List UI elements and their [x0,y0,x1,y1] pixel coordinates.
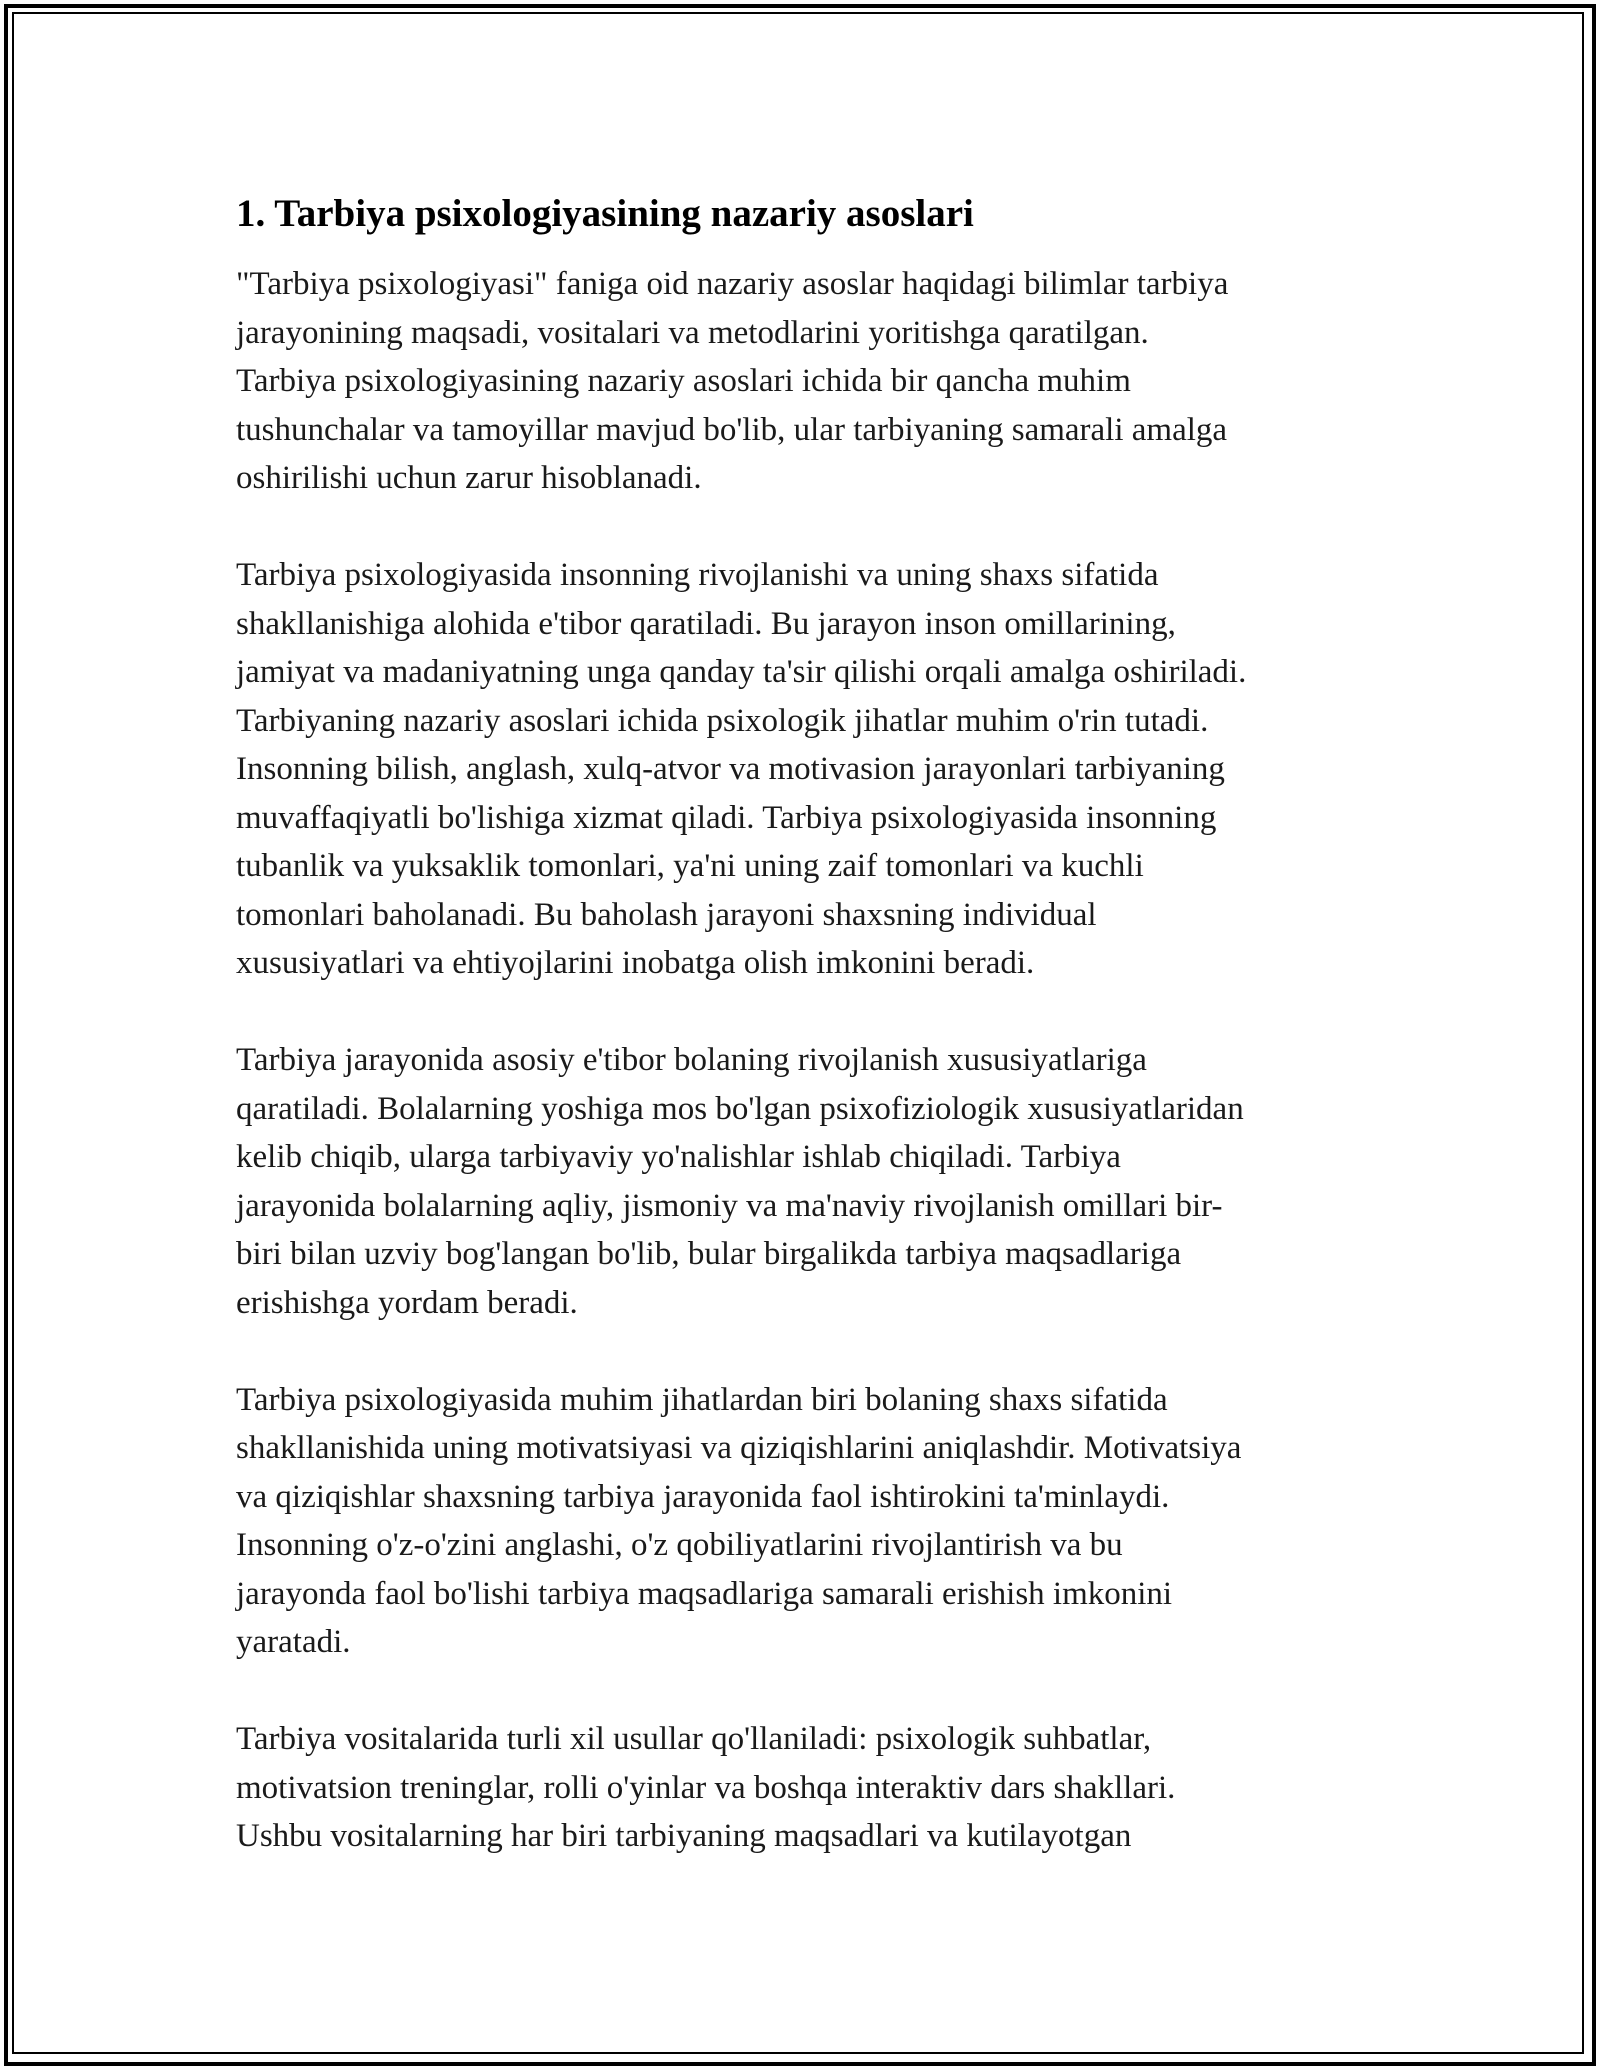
text-line: muvaffaqiyatli bo'lishiga xizmat qiladi. Tarbiya psixologiyasida insonning [236,799,1217,836]
text-line: jarayonining maqsadi, vositalari va metodlarini yoritishga qaratilgan. [236,314,1149,351]
text-line: tushunchalar va tamoyillar mavjud bo'lib, ular tarbiyaning samarali amalga [236,411,1228,448]
text-line: Insonning o'z-o'zini anglashi, o'z qobiliyatlarini rivojlantirish va bu [236,1527,1123,1563]
text-line: erishishga yordam beradi. [236,1284,578,1321]
text-line: Tarbiya psixologiyasining nazariy asoslari ichida bir qancha muhim [236,363,1131,399]
text-line: Insonning bilish, anglash, xulq-atvor va motivasion jarayonlari tarbiyaning [236,751,1225,787]
text-line: motivatsion treninglar, rolli o'yinlar va boshqa interaktiv dars shakllari. [236,1769,1176,1806]
text-line: yaratadi. [236,1624,351,1660]
paragraph [236,1036,1366,1327]
text-line: tubanlik va yuksaklik tomonlari, ya'ni uning zaif tomonlari va kuchli [236,848,1144,884]
text-line: xususiyatlari va ehtiyojlarini inobatga olish imkonini beradi. [236,945,1035,981]
text-line: shakllanishiga alohida e'tibor qaratiladi. Bu jarayon inson omillarining, [236,605,1176,642]
text-line: Tarbiya jarayonida asosiy e'tibor bolaning rivojlanish xususiyatlariga [236,1042,1147,1078]
text-line: jarayonida bolalarning aqliy, jismoniy va ma'naviy rivojlanish omillari bir- [236,1187,1223,1224]
paragraph [236,551,1366,988]
text-line: qaratiladi. Bolalarning yoshiga mos bo'lgan psixofiziologik xususiyatlaridan [236,1090,1244,1127]
text-line: Ushbu vositalarning har biri tarbiyaning maqsadlari va kutilayotgan [236,1818,1132,1854]
text-line: Tarbiyaning nazariy asoslari ichida psixologik jihatlar muhim o'rin tutadi. [236,702,1209,739]
section-heading: 1. Tarbiya psixologiyasining nazariy asoslari [236,192,974,235]
paragraph [236,260,1366,503]
text-line: va qiziqishlar shaxsning tarbiya jarayonida faol ishtirokini ta'minlaydi. [236,1478,1170,1515]
text-line: jamiyat va madaniyatning unga qanday ta'sir qilishi orqali amalga oshiriladi. [236,654,1247,690]
paragraph [236,1715,1366,1861]
text-line: Tarbiya vositalarida turli xil usullar qo'llaniladi: psixologik suhbatlar, [236,1721,1152,1757]
document-body [236,188,1366,1909]
text-line: oshirilishi uchun zarur hisoblanadi. [236,460,702,496]
paragraph [236,1376,1366,1667]
text-line: tomonlari baholanadi. Bu baholash jarayoni shaxsning individual [236,896,1097,933]
text-line: jarayonda faol bo'lishi tarbiya maqsadlariga samarali erishish imkonini [236,1575,1173,1612]
text-line: Tarbiya psixologiyasida muhim jihatlardan biri bolaning shaxs sifatida [236,1381,1168,1418]
text-line: shakllanishida uning motivatsiyasi va qiziqishlarini aniqlashdir. Motivatsiya [236,1430,1242,1466]
text-line: "Tarbiya psixologiyasi" faniga oid nazariy asoslar haqidagi bilimlar tarbiya [236,266,1229,302]
text-line: kelib chiqib, ularga tarbiyaviy yo'nalishlar ishlab chiqiladi. Tarbiya [236,1139,1121,1175]
text-line: Tarbiya psixologiyasida insonning rivojlanishi va uning shaxs sifatida [236,557,1159,593]
text-line: biri bilan uzviy bog'langan bo'lib, bular birgalikda tarbiya maqsadlariga [236,1236,1182,1272]
